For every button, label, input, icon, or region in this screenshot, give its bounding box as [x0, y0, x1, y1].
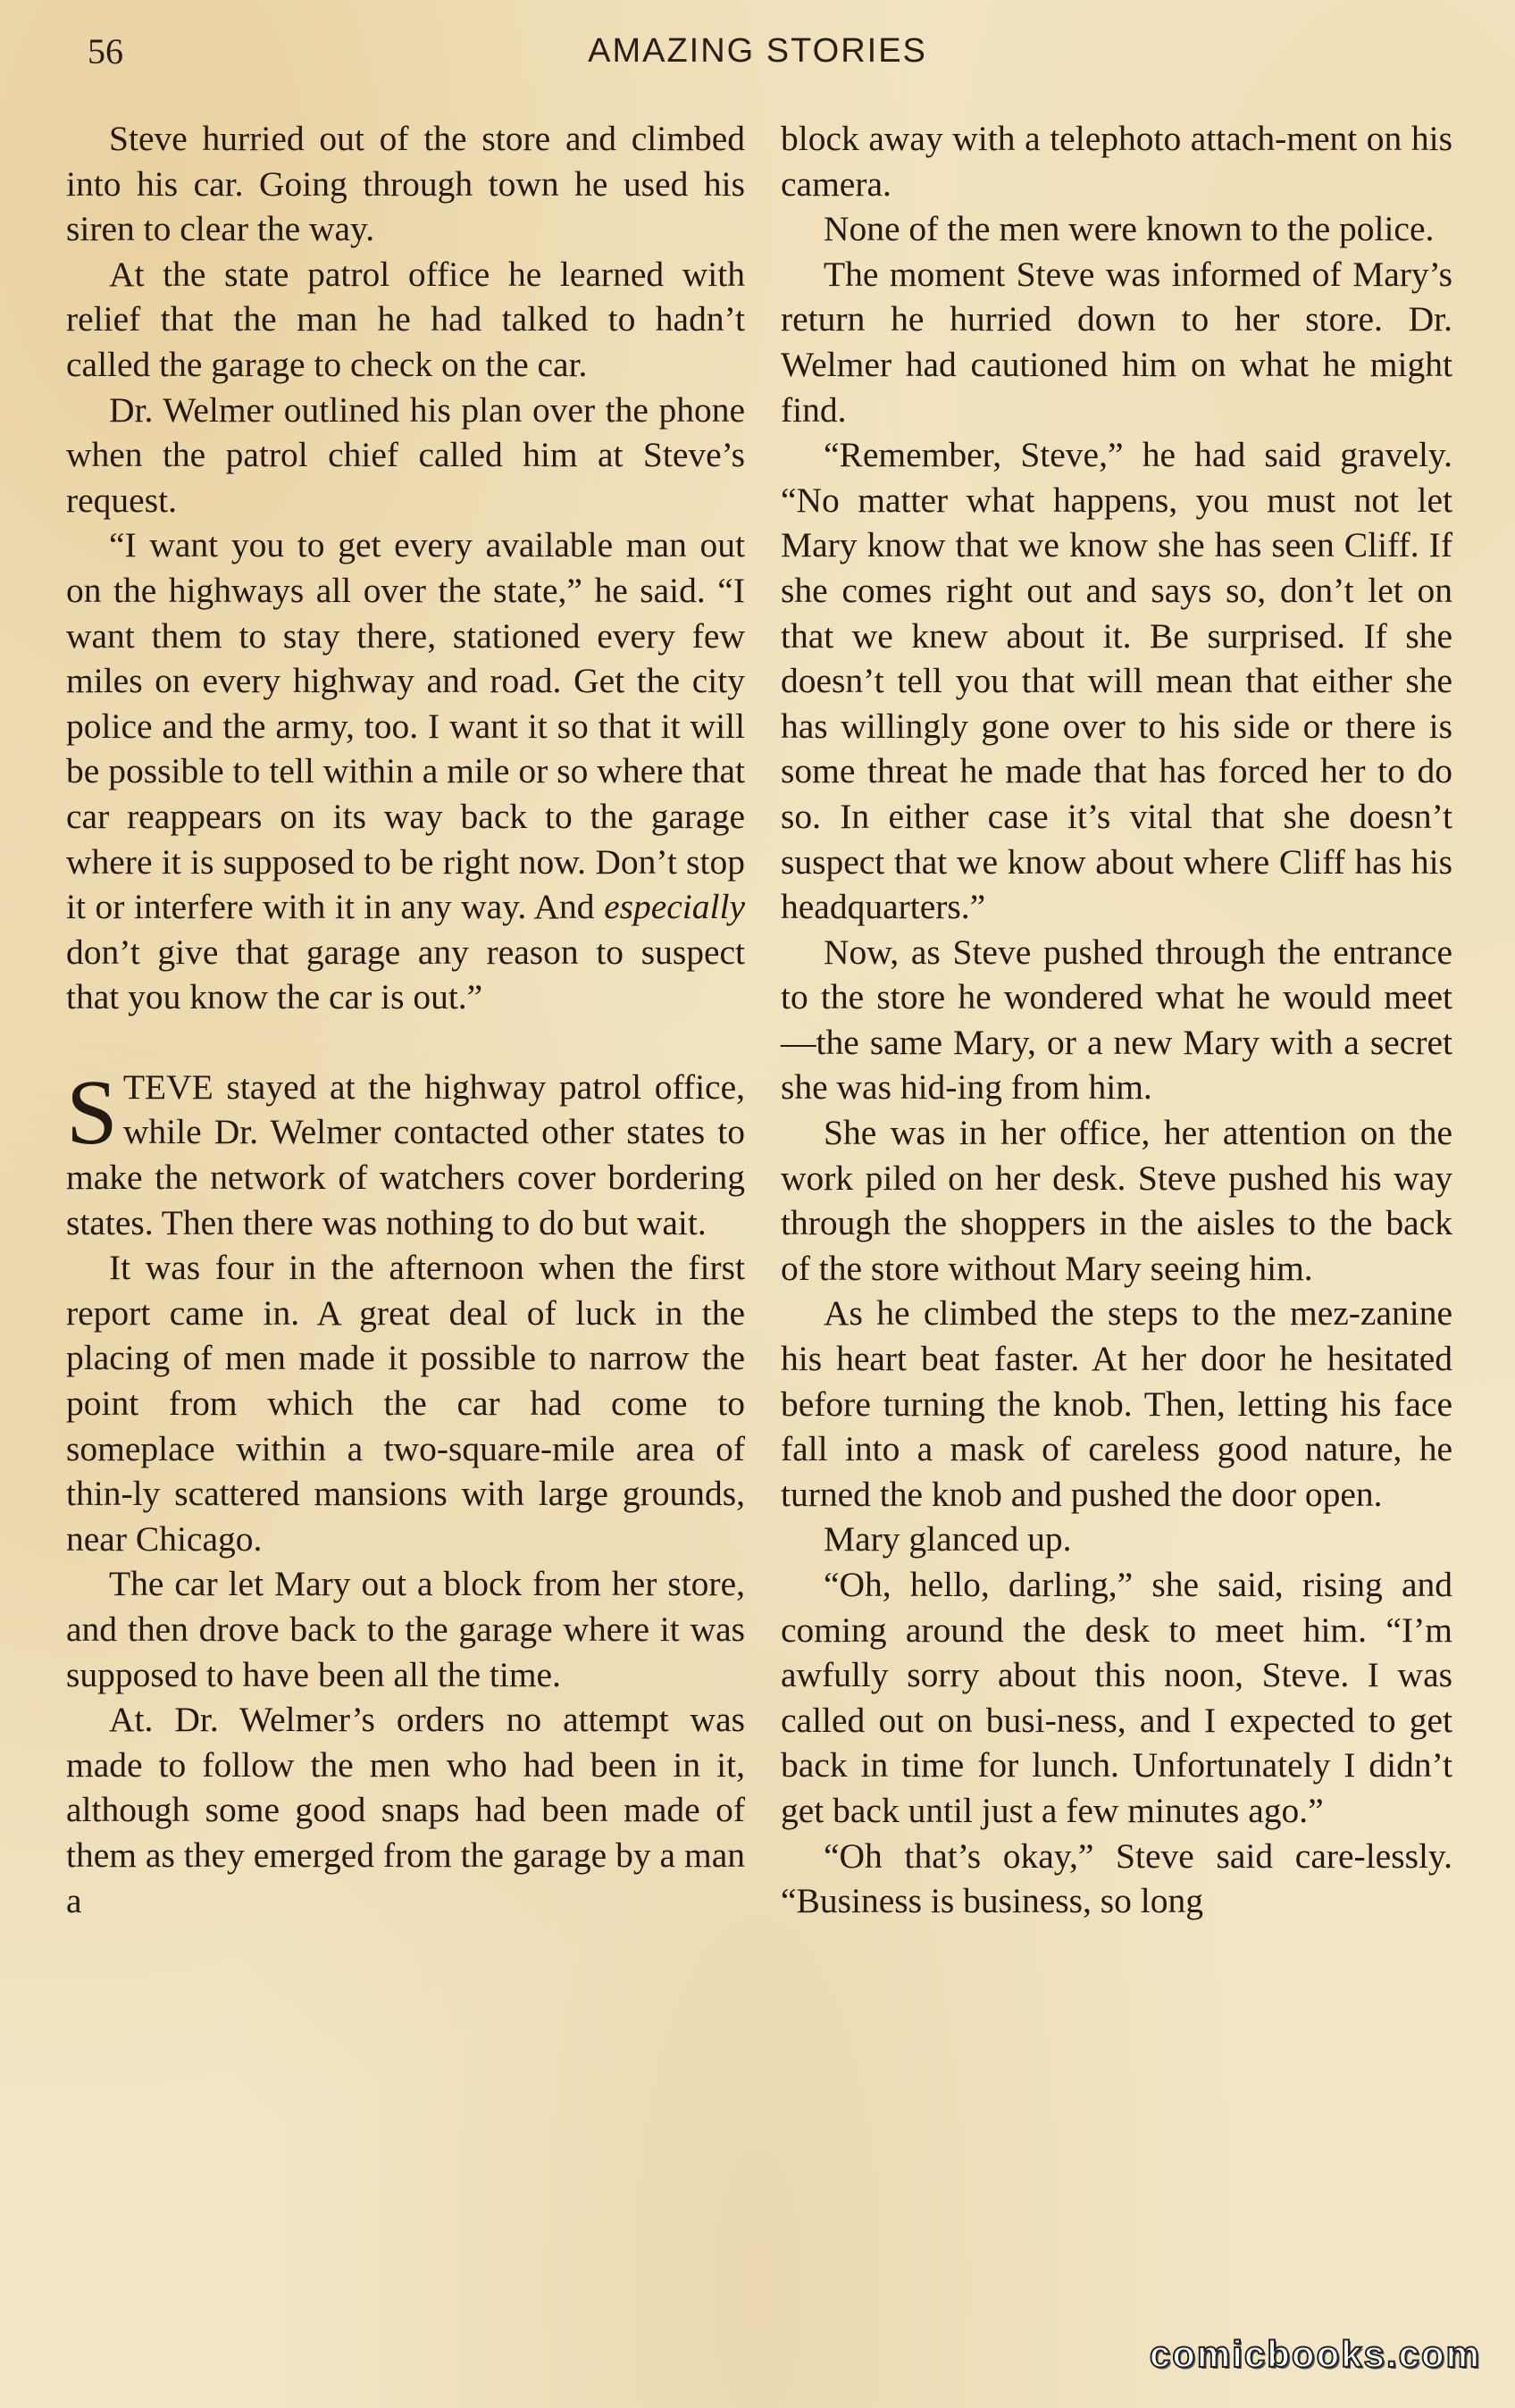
drop-cap: S — [66, 1060, 118, 1164]
paragraph: None of the men were known to the police. — [824, 209, 1435, 249]
left-column — [66, 116, 745, 1923]
paragraph: The car let Mary out a block from her store, and then drove back to the garage where it was supposed to have been all the time. — [66, 1564, 745, 1694]
page-number: 56 — [88, 31, 123, 71]
paragraph — [66, 523, 745, 1020]
paragraph: At the state patrol office he learned with relief that the man he had talked to hadn’t called the garage to check on the car. — [66, 254, 745, 384]
paragraph: Dr. Welmer outlined his plan over the phone when the patrol chief called him at Steve’s request. — [66, 389, 745, 520]
paragraph: The moment Steve was informed of Mary’s return he hurried down to her store. Dr. Welmer had cautioned him on what he might find. — [781, 254, 1452, 430]
paragraph: block away with a telephoto attach-ment on his camera. — [781, 119, 1452, 204]
paragraph: Steve hurried out of the store and climbed into his car. Going through town he used his siren to clear the way. — [66, 119, 745, 249]
watermark: comicbooks.com — [1149, 2333, 1481, 2375]
paragraph: “Oh that’s okay,” Steve said care-lessly. “Business is business, so long — [781, 1835, 1452, 1921]
paragraph: As he climbed the steps to the mez-zanine his heart beat faster. At her door he hesitated before turning the knob. Then, letting his face fall into a mask of careless good nature, he turned the knob and pushed the door open. — [781, 1293, 1452, 1514]
paragraph — [66, 1060, 745, 1245]
paragraph: It was four in the afternoon when the first report came in. A great deal of luck in the placing of men made it possible to narrow the point from which the car had come to someplace within a two-square-mile area of thin-ly scattered mansions with large grounds, near Chicago. — [66, 1248, 745, 1559]
emphasis-text: especially — [604, 887, 745, 927]
paragraph-text: “I want you to get every available man out on the highways all over the state,” he said. “I want them to stay there, stationed every few miles on every highway and road. Get the city police and the army, too. I want it so that it will be possible to tell within a mile or so where that car reappears on its way back to the garage where it is supposed to be right now. Don’t stop it or interfere with it in any way. And — [66, 525, 745, 927]
right-column — [781, 116, 1452, 1924]
paragraph: Mary glanced up. — [824, 1519, 1072, 1559]
paragraph: At. Dr. Welmer’s orders no attempt was made to follow the men who had been in it, although some good snaps had been made of them as they emerged from the garage by a man a — [66, 1700, 745, 1920]
paragraph: “Remember, Steve,” he had said gravely. “No matter what happens, you must not let Mary know that we know she has seen Cliff. If she comes right out and says so, don’t let on that we knew about it. Be surprised. If she doesn’t tell you that will mean that either she has willingly gone over to his side or there is some threat he made that has forced her to do so. In either case it’s vital that she doesn’t suspect that we know about where Cliff has his headquarters.” — [781, 435, 1452, 927]
paragraph: Now, as Steve pushed through the entrance to the store he wondered what he would meet—the same Mary, or a new Mary with a secret she was hid-ing from him. — [781, 932, 1452, 1108]
section-break — [66, 1020, 745, 1065]
running-head: AMAZING STORIES — [588, 32, 927, 70]
paragraph: “Oh, hello, darling,” she said, rising and coming around the desk to meet him. “I’m awfully sorry about this noon, Steve. I was called out on busi-ness, and I expected to get back in time for lunch. Unfortunately I didn’t get back until just a few minutes ago.” — [781, 1565, 1452, 1830]
paragraph-text: don’t give that garage any reason to suspect that you know the car is out.” — [66, 932, 745, 1017]
paragraph: She was in her office, her attention on the work piled on her desk. Steve pushed his way through the shoppers in the aisles to the back of the store without Mary seeing him. — [781, 1113, 1452, 1288]
paragraph-text: TEVE stayed at the highway patrol office, while Dr. Welmer contacted other states to make the network of watchers cover bordering states. Then there was nothing to do but wait. — [66, 1066, 745, 1242]
